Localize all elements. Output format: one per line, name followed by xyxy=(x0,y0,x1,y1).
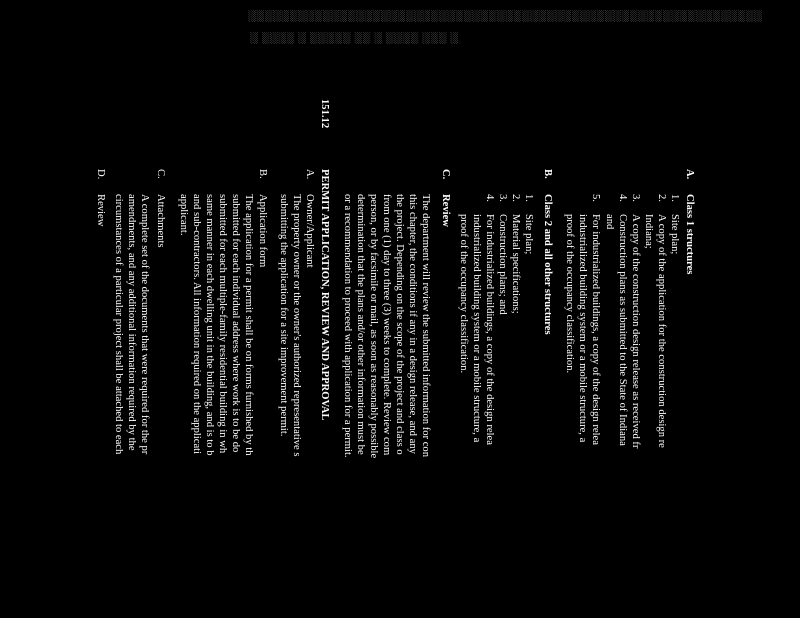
attach-letter: C. xyxy=(155,169,166,179)
attach-heading: Attachments xyxy=(155,194,166,248)
item-text: Site plan; xyxy=(523,214,534,255)
item-text: For industrialized buildings, a copy of the design relea xyxy=(590,214,601,445)
item-text: For industrialized buildings, a copy of the design relea xyxy=(484,214,495,445)
item-number: 4. xyxy=(484,194,495,202)
para-text: submitted for each multiple-family residential building in wh xyxy=(217,194,228,454)
item-number: 1. xyxy=(523,194,534,202)
para-text: amendments, and any additional information required by the xyxy=(126,194,137,451)
item-number: 4. xyxy=(617,194,628,202)
noise-smudge-1: ░░░░░░░░░░░░░░░░░░░░░░░░░░░░░░░░░░░░░░░░░░░░░░░░░░░░░░░░░░░░░░ xyxy=(248,10,763,22)
item-number: 5. xyxy=(590,194,601,202)
para-text: same manner in each dwelling unit in the building, and is to b xyxy=(204,194,215,456)
class1-heading: Class 1 structures xyxy=(684,194,695,275)
item-number: 3. xyxy=(630,194,641,202)
item-text: A copy of the application for the construction design re xyxy=(656,214,667,448)
class2-heading: Class 2 and all other structures xyxy=(542,194,553,335)
para-text: person, or by facsimile or mail, as soon as reasonably possible xyxy=(368,194,379,459)
item-text: Site plan; xyxy=(669,214,680,255)
item-text: A copy of the construction design release as received fr xyxy=(630,214,641,449)
item-number: 2. xyxy=(656,194,667,202)
item-text: Construction plans; and xyxy=(497,214,508,315)
review-heading: Review xyxy=(440,194,451,227)
scan-noise-band xyxy=(0,0,800,60)
para-text: or a recommendation to proceed with application for a permit. xyxy=(342,194,353,458)
scanned-page xyxy=(94,97,703,618)
class1-letter: A. xyxy=(684,169,695,180)
item-number: 1. xyxy=(669,194,680,202)
rotated-document-text xyxy=(94,97,703,618)
para-text: submitting the application for a site improvement permit. xyxy=(278,194,289,437)
para-text: The property owner or the owner's authorized representative s xyxy=(291,194,302,457)
para-text: the project. Depending on the scope of the project and class o xyxy=(394,194,405,455)
item-text: Indiana; xyxy=(643,214,654,249)
section-number: 151.12 xyxy=(319,99,330,129)
para-text: The application for a permit shall be on forms furnished by th xyxy=(243,194,254,456)
item-number: 2. xyxy=(510,194,521,202)
appform-letter: B. xyxy=(257,169,268,179)
item-text: Construction plans as submitted to the State of Indiana xyxy=(617,214,628,446)
item-text: industrialized building system or a mobile structure, a xyxy=(577,214,588,443)
item-text: and xyxy=(604,214,615,230)
para-text: submitted for each individual address where work is to be do xyxy=(230,194,241,453)
para-text: this chapter, the conditions if any in a design release, and any xyxy=(407,194,418,454)
item-text: Material specifications; xyxy=(510,214,521,314)
owner-heading: Owner/Applicant xyxy=(304,194,315,268)
para-text: applicant. xyxy=(178,194,189,236)
d-review-letter: D. xyxy=(95,169,106,180)
item-text: proof of the occupancy classification. xyxy=(458,214,469,374)
para-text: The department will review the submitted information for con xyxy=(420,194,431,458)
class2-letter: B. xyxy=(542,169,553,179)
section-title: PERMIT APPLICATION, REVIEW AND APPROVAL xyxy=(319,169,330,421)
appform-heading: Application form xyxy=(257,194,268,268)
owner-letter: A. xyxy=(304,169,315,180)
d-review-heading: Review xyxy=(95,194,106,227)
para-text: from one (1) day to three (3) weeks to complete. Review com xyxy=(381,194,392,456)
item-number: 3. xyxy=(497,194,508,202)
para-text: A complete set of the documents that were required for the pr xyxy=(139,194,150,455)
para-text: circumstances of a particular project shall be attached to each xyxy=(113,194,124,455)
para-text: and sub-contractors. All information required on the applicati xyxy=(191,194,202,455)
item-text: industrialized building system or a mobile structure, a xyxy=(471,214,482,443)
review-letter: C. xyxy=(440,169,451,180)
noise-smudge-2: ░ ░░░░ ░ ░░░░░ ░░ ░ ░░░░ ░░░ ░ xyxy=(250,32,459,44)
item-text: proof of the occupancy classification. xyxy=(564,214,575,374)
para-text: determination that the plans and/or other information must be xyxy=(355,194,366,455)
